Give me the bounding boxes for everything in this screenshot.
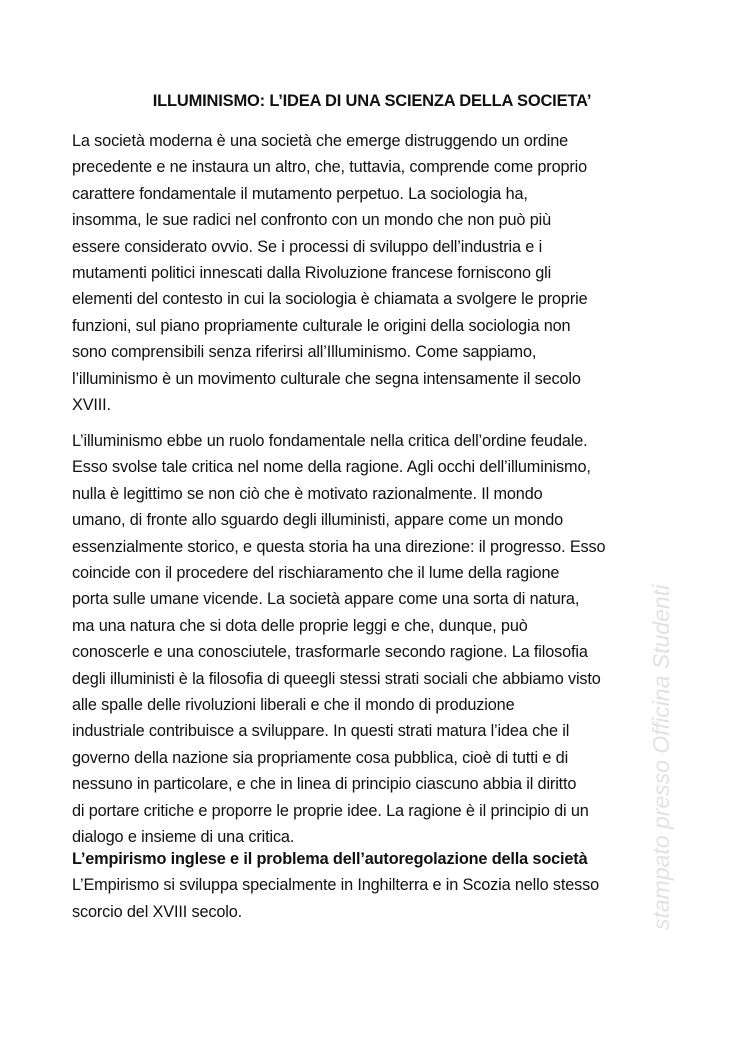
text-line: l’illuminismo è un movimento culturale che segna intensamente il secolo [72,369,581,388]
paragraph-1 [72,128,682,418]
text-line: La società moderna è una società che emerge distruggendo un ordine [72,132,569,150]
text-line: degli illuministi è la filosofia di queegli stessi strati sociali che abbiamo visto [72,669,601,688]
text-line: conoscerle e una conosciutele, trasformarle secondo ragione. La filosofia [72,643,588,662]
text-line: porta sulle umane vicende. La società appare come una sorta di natura, [72,590,580,609]
text-line: funzioni, sul piano propriamente culturale le origini della sociologia non [72,316,571,335]
text-line: ma una natura che si dota delle proprie leggi e che, dunque, può [72,616,528,635]
text-line: sono comprensibili senza riferirsi all’Illuminismo. Come sappiamo, [72,343,537,362]
text-line: mutamenti politici innescati dalla Rivoluzione francese forniscono gli [72,264,552,283]
text-line: coincide con il procedere del rischiaramento che il lume della ragione [72,564,560,583]
text-line: governo della nazione sia propriamente cosa pubblica, cioè di tutti e di [72,748,569,767]
text-line: nulla è legittimo se non ciò che è motivato razionalmente. Il mondo [72,484,543,503]
section-block [72,846,682,925]
text-line: insomma, le sue radici nel confronto con un mondo che non può più [72,211,551,230]
text-line: di portare critiche e proporre le proprie idee. La ragione è il principio di un [72,801,589,820]
text-line: L’illuminismo ebbe un ruolo fondamentale nella critica dell’ordine feudale. [72,432,588,450]
text-line: nessuno in particolare, e che in linea di principio ciascuno abbia il diritto [72,775,577,794]
text-line: precedente e ne instaura un altro, che, tuttavia, comprende come proprio [72,158,588,177]
document-title: ILLUMINISMO: L’IDEA DI UNA SCIENZA DELLA SOCIETA’ [152,92,592,110]
text-line: dialogo e insieme di una critica. [72,828,295,847]
text-line: scorcio del XVIII secolo. [72,902,242,921]
paragraph-2 [72,428,682,851]
text-line: industriale contribuisce a sviluppare. In questi strati matura l’idea che il [72,722,570,741]
text-line: essere considerato ovvio. Se i processi di sviluppo dell’industria e i [72,237,543,256]
text-line: XVIII. [72,396,111,415]
text-line: essenzialmente storico, e questa storia ha una direzione: il progresso. Esso [72,537,606,556]
watermark: stampato presso Officina Studenti [648,584,674,930]
text-line: Esso svolse tale critica nel nome della ragione. Agli occhi dell’illuminismo, [72,458,591,477]
text-line: elementi del contesto in cui la sociologia è chiamata a svolgere le proprie [72,290,588,309]
subheading: L’empirismo inglese e il problema dell’autoregolazione della società [72,850,588,868]
text-line: carattere fondamentale il mutamento perpetuo. La sociologia ha, [72,184,528,203]
text-line: alle spalle delle rivoluzioni liberali e che il mondo di produzione [72,696,515,715]
text-line: umano, di fronte allo sguardo degli illuministi, appare come un mondo [72,511,564,530]
text-line: L’Empirismo si sviluppa specialmente in Inghilterra e in Scozia nello stesso [72,876,600,895]
